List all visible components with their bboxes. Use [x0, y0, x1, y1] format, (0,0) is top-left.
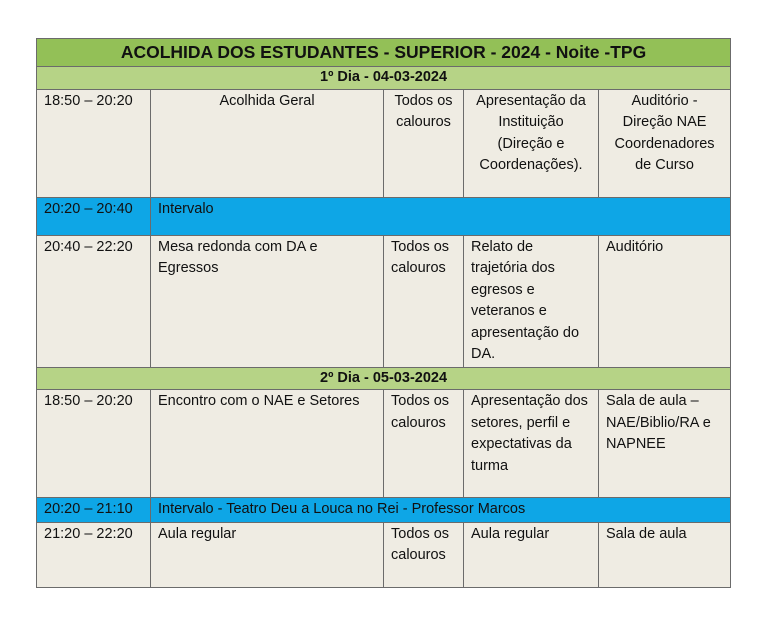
audience-cell: Todos os calouros — [384, 390, 464, 498]
time-cell: 20:40 – 22:20 — [37, 235, 151, 367]
audience-cell: Todos os calouros — [384, 89, 464, 197]
activity-cell: Mesa redonda com DA e Egressos — [151, 235, 384, 367]
location-cell: Sala de aula — [599, 522, 731, 587]
table-row — [37, 390, 731, 498]
day-header: 2º Dia - 05-03-2024 — [37, 367, 731, 390]
time-cell: 18:50 – 20:20 — [37, 390, 151, 498]
time-cell: 20:20 – 21:10 — [37, 498, 151, 523]
break-row — [37, 197, 731, 235]
schedule-table — [36, 38, 731, 588]
activity-cell: Intervalo — [151, 197, 731, 235]
activity-cell: Encontro com o NAE e Setores — [151, 390, 384, 498]
activity-cell: Aula regular — [151, 522, 384, 587]
time-cell: 20:20 – 20:40 — [37, 197, 151, 235]
description-cell: Apresentação da Instituição (Direção e Coordenações). — [464, 89, 599, 197]
description-cell: Aula regular — [464, 522, 599, 587]
audience-cell: Todos os calouros — [384, 235, 464, 367]
day-header-row — [37, 67, 731, 90]
title-row — [37, 39, 731, 67]
location-cell: Auditório - Direção NAE Coordenadores de Curso — [599, 89, 731, 197]
location-cell: Sala de aula – NAE/Biblio/RA e NAPNEE — [599, 390, 731, 498]
schedule-title: ACOLHIDA DOS ESTUDANTES - SUPERIOR - 2024 - Noite -TPG — [37, 39, 731, 67]
table-row — [37, 235, 731, 367]
activity-cell: Intervalo - Teatro Deu a Louca no Rei - Professor Marcos — [151, 498, 731, 523]
day-header-row — [37, 367, 731, 390]
audience-cell: Todos os calouros — [384, 522, 464, 587]
day-header: 1º Dia - 04-03-2024 — [37, 67, 731, 90]
time-cell: 18:50 – 20:20 — [37, 89, 151, 197]
table-row — [37, 522, 731, 587]
description-cell: Apresentação dos setores, perfil e expectativas da turma — [464, 390, 599, 498]
activity-cell: Acolhida Geral — [151, 89, 384, 197]
table-row — [37, 89, 731, 197]
time-cell: 21:20 – 22:20 — [37, 522, 151, 587]
description-cell: Relato de trajetória dos egresos e veteranos e apresentação do DA. — [464, 235, 599, 367]
location-cell: Auditório — [599, 235, 731, 367]
break-row — [37, 498, 731, 523]
